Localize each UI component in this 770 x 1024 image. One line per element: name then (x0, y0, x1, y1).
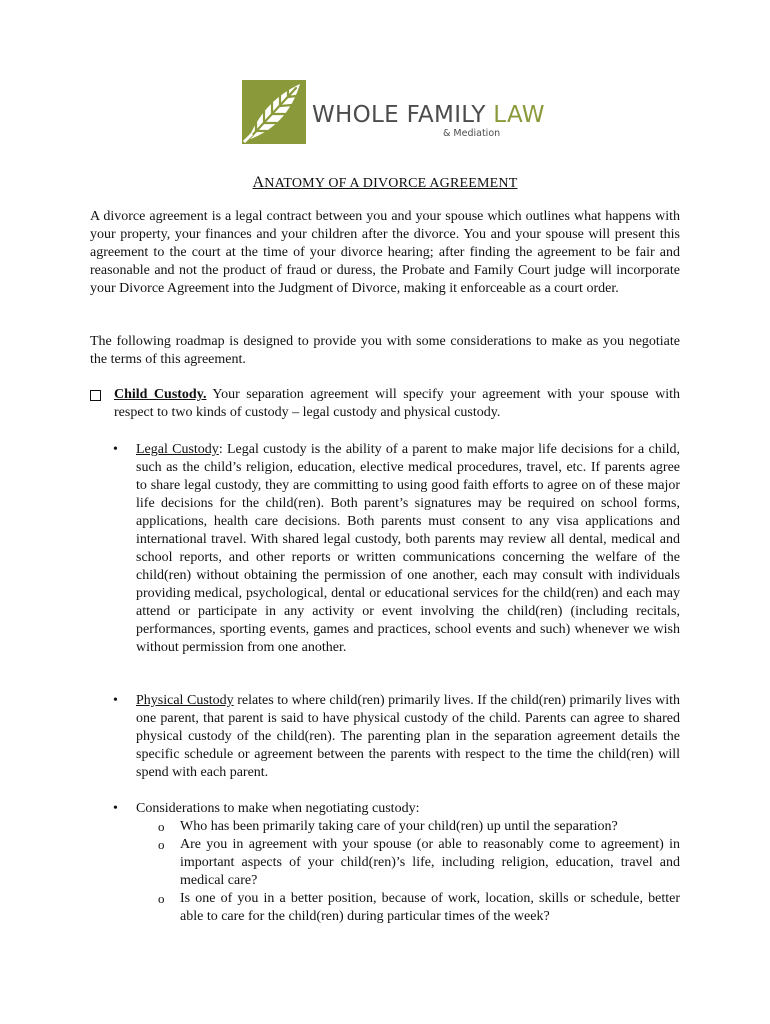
bullet-item-considerations (113, 800, 680, 818)
physical-custody-term: Physical Custody (136, 693, 234, 708)
consideration-text: Is one of you in a better position, because of work, location, skills or schedule, better able to care for the child(ren) during particular times of the week? (180, 891, 680, 924)
physical-custody-description: relates to where child(ren) primarily lives. If the child(ren) primarily lives with one parent, that parent is said to have physical custody of the child. Parents can agree to shared physical custody of the child(ren). The parenting plan in the separation agreement details the specific schedule or agreement between the parents with respect to the time the child(ren) will spend with each parent. (136, 693, 680, 780)
legal-custody-term: Legal Custody (136, 442, 219, 457)
bullet-icon: • (113, 442, 118, 457)
logo-wordmark (312, 104, 545, 127)
logo-subtitle: & Mediation (443, 128, 501, 139)
physical-custody-text (136, 692, 680, 782)
circle-bullet-icon: o (158, 891, 165, 906)
document-title: ANATOMY OF A DIVORCE AGREEMENT (252, 174, 518, 191)
circle-bullet-icon: o (158, 819, 165, 834)
bullet-item-legal-custody (113, 441, 680, 657)
leaf-logo-icon (242, 80, 306, 144)
roadmap-paragraph: The following roadmap is designed to provide you with some considerations to make as you negotiate the terms of this agreement. (90, 334, 680, 367)
bullet-icon: • (113, 693, 118, 708)
child-custody-text: Your separation agreement will specify your agreement with your spouse with respect to two kinds of custody – legal custody and physical custody. (114, 387, 680, 420)
logo-wordmark-accent: LAW (493, 102, 545, 128)
circle-bullet-icon: o (158, 837, 165, 852)
company-logo (242, 80, 545, 144)
consideration-item (158, 818, 680, 836)
intro-paragraph: A divorce agreement is a legal contract between you and your spouse which outlines what happens with your property, your finances and your children after the divorce. You and your spouse will present this agreement to the court at the time of your divorce hearing; after finding the agreement to be fair and reasonable and not the product of fraud or duress, the Probate and Family Court judge will incorporate your Divorce Agreement into the Judgment of Divorce, making it enforceable as a court order. (90, 209, 680, 296)
bullet-icon: • (113, 801, 118, 816)
consideration-item (158, 836, 680, 890)
child-custody-section (90, 386, 680, 422)
consideration-item (158, 890, 680, 926)
consideration-text: Who has been primarily taking care of your child(ren) up until the separation? (180, 819, 618, 834)
checkbox-icon (90, 390, 101, 401)
consideration-text: Are you in agreement with your spouse (or able to reasonably come to agreement) in important aspects of your child(ren)’s life, including religion, education, travel and medical care? (180, 837, 680, 888)
child-custody-heading: Child Custody. (114, 387, 207, 402)
bullet-item-physical-custody (113, 692, 680, 782)
child-custody-paragraph (114, 386, 680, 422)
legal-custody-description: : Legal custody is the ability of a parent to make major life decisions for a child, such as the child’s religion, education, elective medical procedures, travel, etc. If parents agree to share legal custody, they are committing to using good faith efforts to agree on of these major life decisions for the child(ren). Both parent’s signatures may be required on school forms, applications, health care decisions. Both parents must consent to any visa applications and international travel. With shared legal custody, both parents may review all dental, medical and school reports, and other reports or written communications concerning the welfare of the child(ren) without obtaining the permission of one another, each may consult with individuals providing medical, psychological, dental or educational services for the child(ren) and each may attend or participate in any activity or event involving the child(ren) (including recitals, performances, sporting events, games and practices, school events and such) whenever we wish without permission from one another. (136, 442, 680, 655)
logo-wordmark-main: WHOLE FAMILY (312, 102, 494, 128)
legal-custody-text (136, 441, 680, 657)
considerations-heading: Considerations to make when negotiating custody: (136, 801, 420, 816)
